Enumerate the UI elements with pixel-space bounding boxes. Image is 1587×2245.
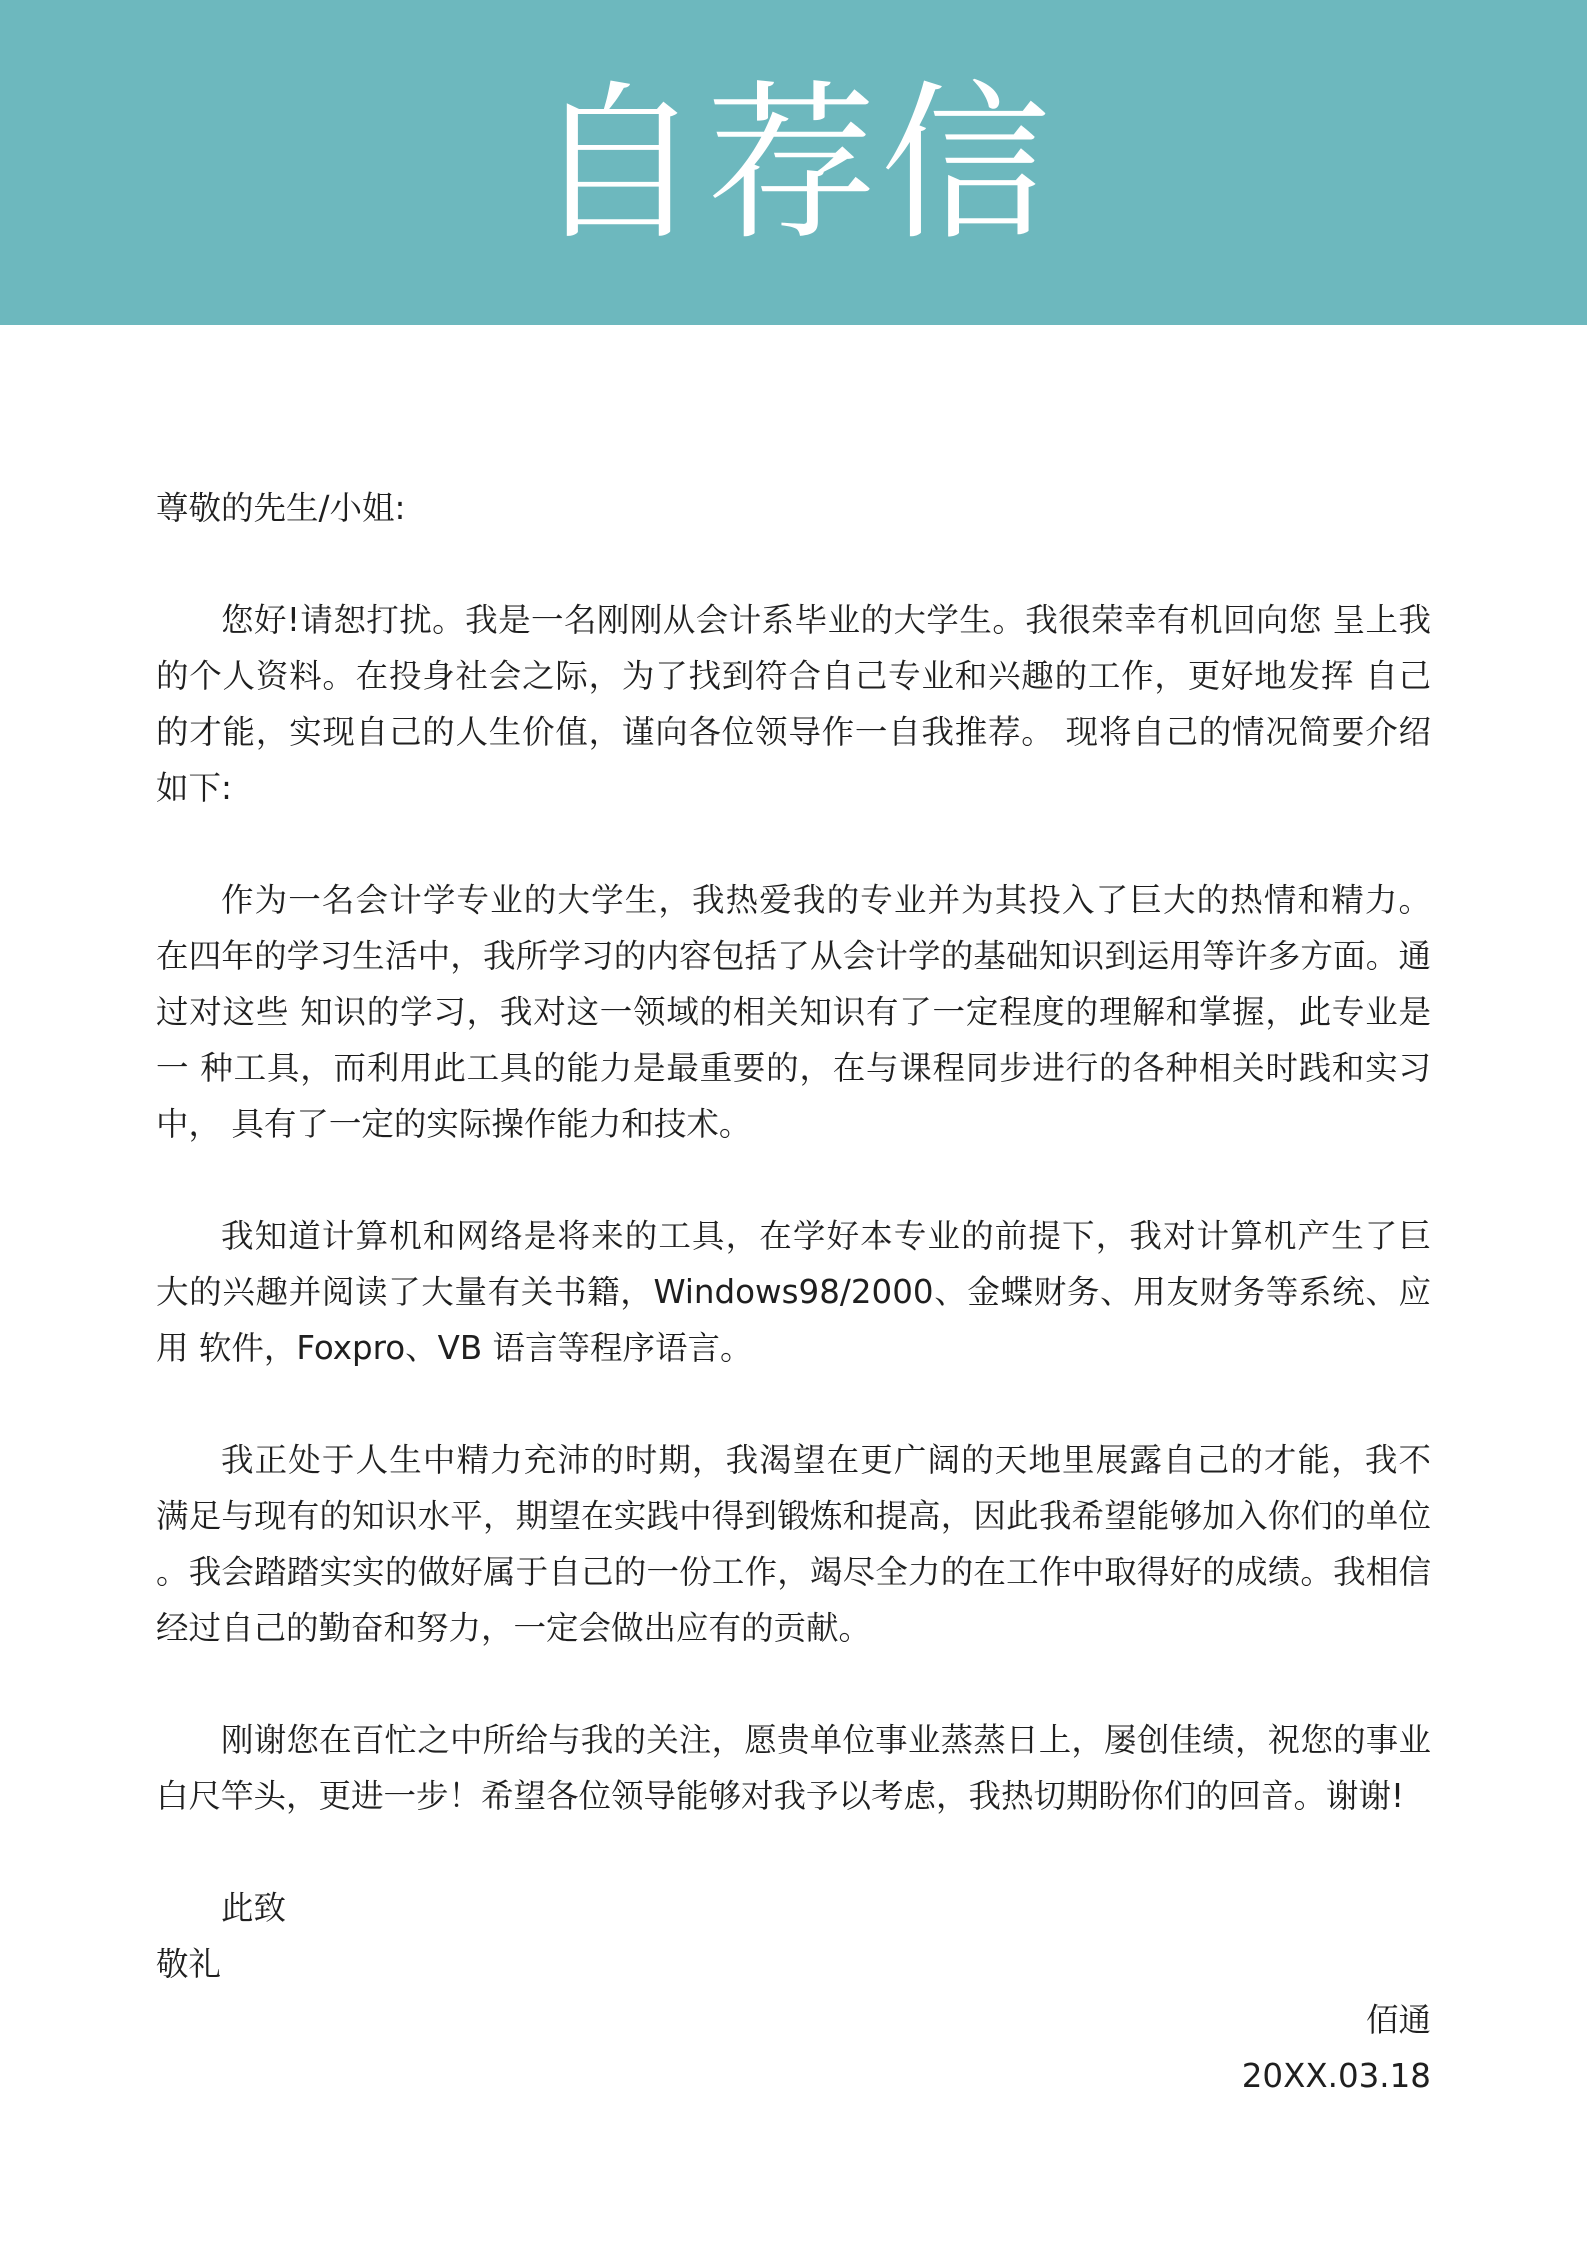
letter-respect: 敬礼	[156, 1945, 222, 1983]
letter-paragraph-2: 作为一名会计学专业的大学生，我热爱我的专业并为其投入了巨大的热情和精力。 在四年的学习生活中，我所学习的内容包括了从会计学的基础知识到运用等许多方面。通 过对这些 知识的学习，我对这一领域的相关知识有了一定程度的理解和掌握，此专业是一 种工具，而利用此工具的能力是最重要的，在与课程同步进行的各种相关时践和实习中， 具有了一定的实际操作能力和技术。	[156, 881, 1431, 1143]
letter-closing: 此致	[221, 1889, 287, 1927]
signature-name: 佰通	[1365, 2001, 1431, 2039]
letter-paragraph-5: 刚谢您在百忙之中所给与我的关注，愿贵单位事业蒸蒸日上，屡创佳绩，祝您的事业 白尺竿头，更进一步！希望各位领导能够对我予以考虑，我热切期盼你们的回音。谢谢!	[156, 1721, 1431, 1815]
letter-paragraph-3: 我知道计算机和网络是将来的工具，在学好本专业的前提下，我对计算机产生了巨 大的兴趣并阅读了大量有关书籍，Windows98/2000、金蝶财务、用友财务等系统、应用 软件，Foxpro、VB 语言等程序语言。	[156, 1217, 1431, 1367]
signature-date: 20XX.03.18	[1241, 2057, 1431, 2095]
page-title: 自荐信	[532, 66, 1055, 264]
letter-paragraph-4: 我正处于人生中精力充沛的时期，我渴望在更广阔的天地里展露自己的才能，我不 满足与现有的知识水平，期望在实践中得到锻炼和提高，因此我希望能够加入你们的单位 。我会踏踏实实的做好属于自己的一份工作，竭尽全力的在工作中取得好的成绩。我相信 经过自己的勤奋和努力，一定会做出应有的贡献。	[156, 1441, 1431, 1647]
header-band	[0, 0, 1587, 325]
letter-paragraph-1: 您好!请恕打扰。我是一名刚刚从会计系毕业的大学生。我很荣幸有机回向您 呈上我的个人资料。在投身社会之际，为了找到符合自己专业和兴趣的工作，更好地发挥 自己的才能，实现自己的人生价值，谨向各位领导作一自我推荐。 现将自己的情况简要介绍如下:	[156, 601, 1431, 807]
letter-salutation: 尊敬的先生/小姐:	[156, 489, 406, 527]
letter-body	[156, 480, 1431, 2104]
